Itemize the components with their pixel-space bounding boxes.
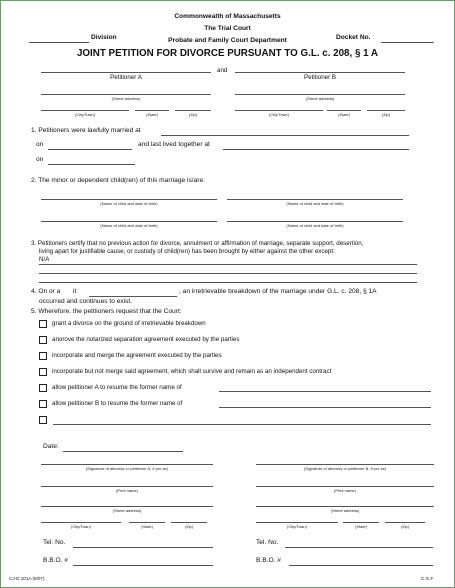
zip-b-caption: (Zip): [400, 524, 410, 529]
prior-actions-text-1: 3. Petitioners certify that no previous action for divorce, annulment or affirmation of marriage, separate support, desertion,: [31, 240, 364, 247]
state-a-caption: (State): [140, 524, 153, 529]
petitioner-a-city-caption: (City/Town): [74, 112, 95, 117]
state-a-field[interactable]: [129, 522, 165, 523]
last-lived-date-label: on: [36, 156, 44, 163]
checkbox-irretrievable-breakdown[interactable]: [39, 320, 47, 328]
city-b-field[interactable]: [256, 522, 338, 523]
street-b-caption: (Street address): [330, 508, 360, 513]
bbo-b-field[interactable]: [289, 565, 433, 566]
docket-field[interactable]: [381, 42, 434, 43]
tel-a-label: Tel. No.: [43, 539, 66, 546]
zip-b-field[interactable]: [385, 522, 425, 523]
checkbox-approve-agreement[interactable]: [39, 336, 47, 344]
street-b-field[interactable]: [256, 506, 434, 507]
division-field[interactable]: [29, 42, 89, 43]
child-1-field[interactable]: [41, 199, 217, 200]
children-label: 2. The minor or dependent child(ren) of this marriage is/are:: [31, 177, 205, 184]
last-lived-date-field[interactable]: [48, 164, 135, 165]
print-name-a-caption: (Print name): [115, 488, 138, 493]
checkbox-petitioner-a-name[interactable]: [39, 384, 47, 392]
bbo-b-label: B.B.O. #: [256, 557, 281, 564]
marriage-place-label: 1. Petitioners were lawfully married at: [31, 127, 141, 134]
state-b-caption: (State): [354, 524, 367, 529]
option-petitioner-b-name: allow petitioner B to resume the former name of: [52, 400, 183, 407]
petitioner-b-label: Petitioner B: [304, 74, 336, 81]
prior-actions-line-2[interactable]: [39, 273, 417, 274]
marriage-date-field[interactable]: [48, 149, 132, 150]
tel-a-field[interactable]: [73, 547, 213, 548]
petitioner-a-street-caption: (Street address): [111, 96, 141, 101]
last-lived-field[interactable]: [223, 149, 409, 150]
signature-a-field[interactable]: [41, 464, 213, 465]
breakdown-text-2: occurred and continues to exist.: [39, 298, 133, 305]
child-4-field[interactable]: [227, 221, 403, 222]
child-2-field[interactable]: [227, 199, 403, 200]
print-name-a-field[interactable]: [41, 486, 213, 487]
zip-a-caption: (Zip): [184, 524, 194, 529]
city-b-caption: (City/Town): [286, 524, 307, 529]
city-a-field[interactable]: [41, 522, 121, 523]
street-a-field[interactable]: [41, 506, 213, 507]
footer-right: C.G.F: [421, 576, 434, 581]
last-lived-label: and last lived together at: [138, 141, 210, 148]
other-request-field[interactable]: [53, 424, 431, 425]
department-heading: Probate and Family Court Department: [168, 37, 287, 44]
checkbox-incorporate-not-merge[interactable]: [39, 368, 47, 376]
child-1-caption: (Name of child and date of birth): [100, 201, 158, 206]
marriage-place-field[interactable]: [161, 135, 409, 136]
petitioner-a-zip-caption: (Zip): [188, 112, 198, 117]
prior-actions-line-1: [39, 264, 417, 265]
breakdown-date-label: 4. On or a: [31, 288, 61, 295]
prior-actions-text-2: living apart for justifiable cause, or custody of child(ren) has been brought by either against the other except:: [39, 248, 335, 255]
petitioner-a-city-field[interactable]: [41, 110, 129, 111]
petitioner-a-state-caption: (State): [145, 112, 158, 117]
child-3-caption: (Name of child and date of birth): [100, 223, 158, 228]
breakdown-date-field[interactable]: [89, 296, 177, 297]
docket-label: Docket No.: [336, 34, 371, 41]
marriage-date-label: on: [36, 141, 44, 148]
petitioner-b-street-field[interactable]: [235, 94, 405, 95]
signature-b-field[interactable]: [256, 464, 434, 465]
city-a-caption: (City/Town): [70, 524, 91, 529]
commonwealth-heading: Commonwealth of Massachusetts: [174, 13, 281, 20]
petitioner-a-state-field[interactable]: [135, 110, 169, 111]
petitioner-b-state-caption: (State): [337, 112, 350, 117]
state-b-field[interactable]: [343, 522, 379, 523]
prior-actions-value[interactable]: N/A: [39, 256, 50, 263]
bbo-a-label: B.B.O. #: [43, 557, 68, 564]
signature-a-caption: (Signature of attorney or petitioner A, if pro se): [85, 466, 169, 471]
petitioner-b-zip-caption: (Zip): [381, 112, 391, 117]
tel-b-label: Tel. No.: [256, 539, 279, 546]
prior-actions-line-3[interactable]: [39, 282, 417, 283]
checkbox-petitioner-b-name[interactable]: [39, 400, 47, 408]
bbo-a-field[interactable]: [73, 565, 213, 566]
print-name-b-field[interactable]: [256, 486, 434, 487]
petitioner-b-city-field[interactable]: [235, 110, 323, 111]
page-title: JOINT PETITION FOR DIVORCE PURSUANT TO G.L. c. 208, § 1 A: [76, 48, 379, 59]
child-2-caption: (Name of child and date of birth): [286, 201, 344, 206]
breakdown-it-text: it: [73, 288, 77, 295]
date-field[interactable]: [63, 451, 183, 452]
option-incorporate-not-merge: incorporate but not merge said agreement, which shall survive and remain as an independent contract: [52, 368, 332, 375]
child-3-field[interactable]: [41, 221, 217, 222]
form-id: CJ-D 101A (9/07): [9, 576, 45, 581]
option-incorporate-merge: incorporate and merge the agreement executed by the parties: [52, 352, 222, 359]
petitioner-b-zip-field[interactable]: [367, 110, 405, 111]
petitioner-a-street-field[interactable]: [41, 94, 211, 95]
option-approve-agreement: anorove the notarized separation agreement executed by the parties: [52, 336, 240, 343]
checkbox-incorporate-merge[interactable]: [39, 352, 47, 360]
option-petitioner-a-name: allow petitioner A to resume the former name of: [52, 384, 182, 391]
petitioner-a-zip-field[interactable]: [175, 110, 211, 111]
petitioner-b-state-field[interactable]: [327, 110, 361, 111]
checkbox-other[interactable]: [39, 416, 47, 424]
street-a-caption: (Street address): [112, 508, 142, 513]
print-name-b-caption: (Print name): [333, 488, 356, 493]
and-label: and: [217, 67, 228, 74]
petitioner-b-name-field[interactable]: [235, 72, 405, 73]
child-4-caption: (Name of child and date of birth): [286, 223, 344, 228]
petitioner-a-name-field[interactable]: [41, 72, 211, 73]
petitioner-a-label: Petitioner A: [110, 74, 142, 81]
division-label: Division: [91, 34, 117, 41]
petitioner-b-street-caption: (Street address): [305, 96, 335, 101]
signature-b-caption: (Signature of attorney or petitioner B, if pro se): [303, 466, 387, 471]
court-heading: The Trial Court: [204, 25, 251, 32]
tel-b-field[interactable]: [285, 547, 433, 548]
option-irretrievable-breakdown: grant a divorce on the ground of irretrievable breakdown: [52, 320, 206, 327]
request-intro: 5. Wherefore, the petitioners request that the Court:: [31, 308, 182, 315]
petitioner-a-former-name-field[interactable]: [219, 391, 431, 392]
petitioner-b-city-caption: (City/Town): [268, 112, 289, 117]
petitioner-b-former-name-field[interactable]: [219, 407, 431, 408]
date-label: Date:: [43, 443, 59, 450]
zip-a-field[interactable]: [171, 522, 207, 523]
breakdown-text: , an irretrievable breakdown of the marriage under G.L. c. 208, § 1A: [179, 288, 377, 295]
